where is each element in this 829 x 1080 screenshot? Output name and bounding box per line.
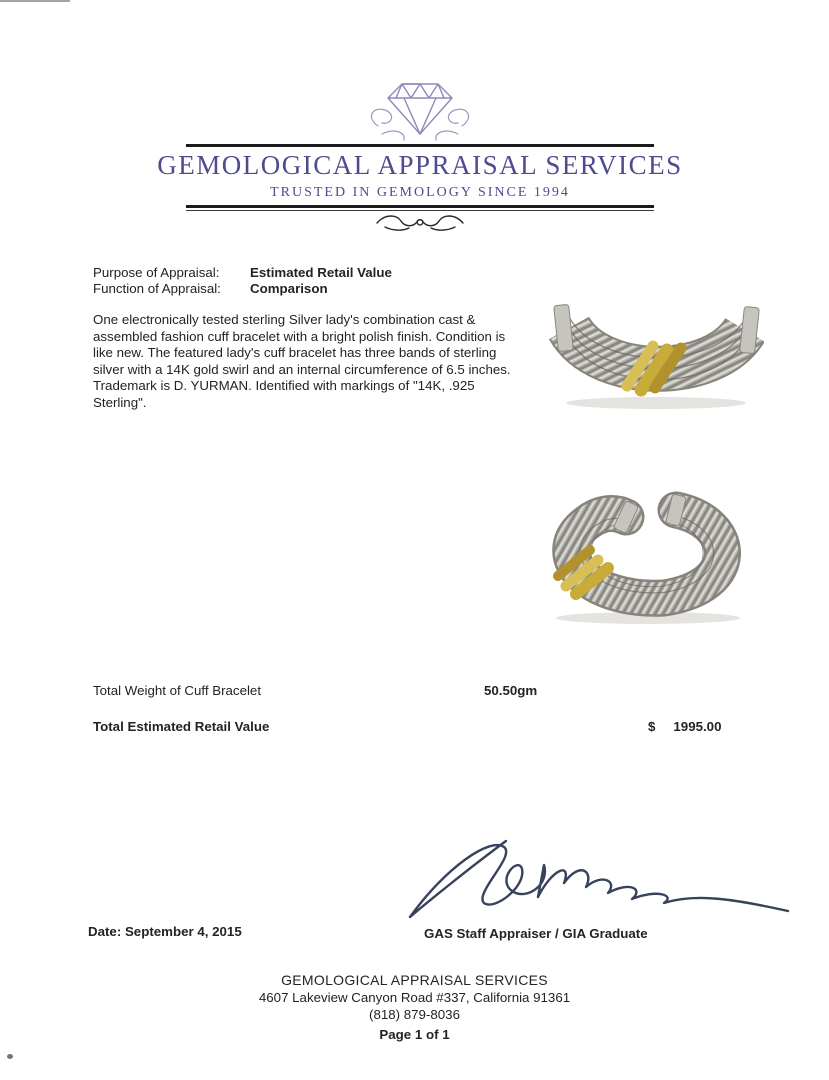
appraiser-signature — [390, 833, 795, 925]
total-weight-label: Total Weight of Cuff Bracelet — [93, 683, 262, 698]
brand-tagline: TRUSTED IN GEMOLOGY SINCE 1994 — [270, 185, 570, 200]
footer-phone: (818) 879-8036 — [369, 1007, 460, 1022]
item-description: One electronically tested sterling Silver lady's combination cast & assembled fashion cuff bracelet with a bright polish finish. Condition is like new. The featured lady's cuff bracelet has three bands of sterling silver with a 14K gold swirl and an internal circumference of 6.5 inches. Trademark is D. YURMAN. Identified with markings of "14K, .925 Sterling". — [93, 312, 511, 410]
footer-page-number: Page 1 of 1 — [379, 1027, 450, 1042]
purpose-label: Purpose of Appraisal: — [93, 265, 220, 280]
function-value: Comparison — [250, 281, 328, 296]
total-weight-value: 50.50gm — [484, 683, 538, 698]
scroll-flourish-icon — [373, 212, 467, 234]
header-rule-top — [186, 144, 654, 147]
diamond-logo-icon — [352, 78, 488, 144]
scan-artifact-top — [0, 0, 70, 2]
purpose-value: Estimated Retail Value — [250, 265, 392, 280]
appraisal-date: Date: September 4, 2015 — [88, 924, 242, 939]
brand-name: GEMOLOGICAL APPRAISAL SERVICES — [157, 150, 683, 180]
footer-company: GEMOLOGICAL APPRAISAL SERVICES — [281, 972, 548, 988]
retail-value-label: Total Estimated Retail Value — [93, 719, 270, 734]
retail-value-amount — [648, 719, 721, 735]
currency-symbol: $ — [648, 719, 656, 734]
bracelet-photo-angled — [538, 490, 753, 630]
footer-address: 4607 Lakeview Canyon Road #337, California 91361 — [258, 990, 571, 1005]
function-label: Function of Appraisal: — [93, 281, 221, 296]
header-rule-bottom-thin — [186, 210, 654, 211]
appraiser-title: GAS Staff Appraiser / GIA Graduate — [424, 926, 648, 941]
bracelet-photo-top — [549, 296, 764, 414]
header-rule-bottom — [186, 205, 654, 208]
scan-artifact-dot — [7, 1054, 13, 1059]
amount: 1995.00 — [673, 719, 722, 734]
